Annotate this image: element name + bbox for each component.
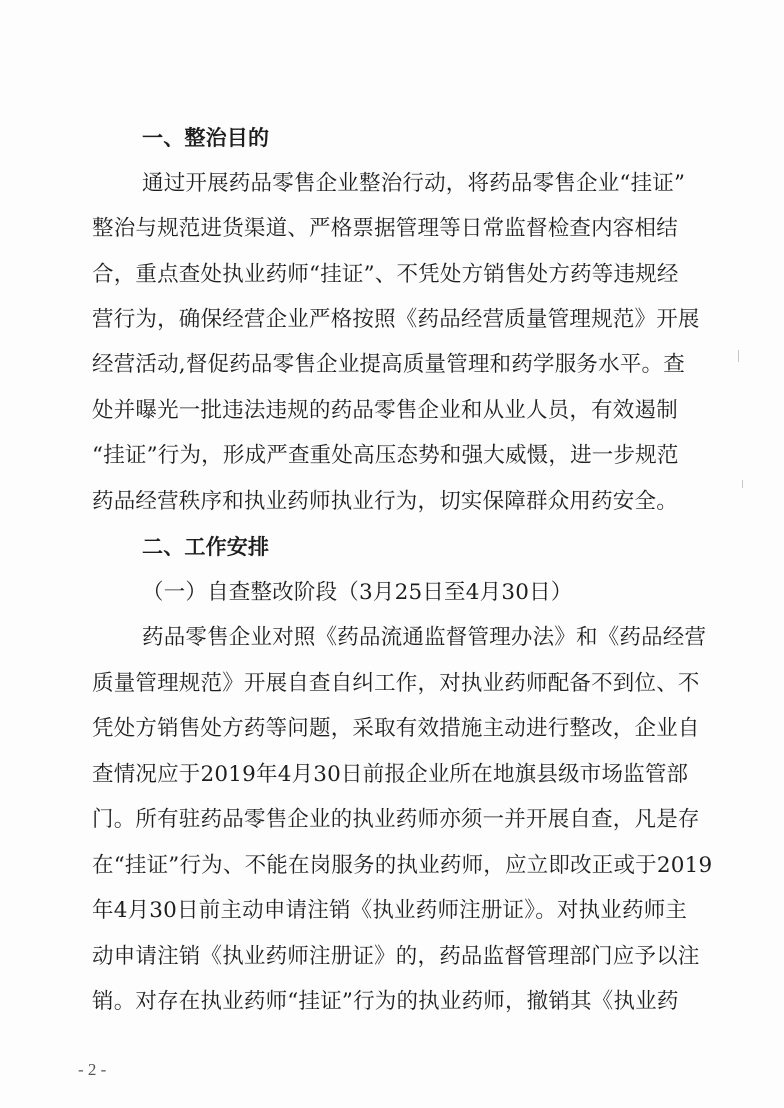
paragraph-line: 合，重点查处执业药师“挂证”、不凭处方销售处方药等违规经 [92, 262, 679, 287]
paragraph-line: 处并曝光一批违法违规的药品零售企业和从业人员，有效遏制 [92, 398, 678, 423]
paragraph-line: 销。对存在执业药师“挂证”行为的执业药师，撤销其《执业药 [92, 989, 679, 1014]
paragraph-line: 整治与规范进货渠道、严格票据管理等日常监督检查内容相结 [92, 216, 678, 241]
subsection-heading: （一）自查整改阶段（3月25日至4月30日） [142, 580, 573, 605]
paragraph-line: 药品经营秩序和执业药师执业行为，切实保障群众用药安全。 [92, 489, 678, 514]
paragraph-line: 在“挂证”行为、不能在岗服务的执业药师，应立即改正或于2019 [92, 853, 713, 878]
paragraph-line: 查情况应于2019年4月30日前报企业所在地旗县级市场监管部 [92, 762, 689, 787]
paragraph-line: 经营活动,督促药品零售企业提高质量管理和药学服务水平。查 [92, 352, 685, 377]
paragraph-line: 通过开展药品零售企业整治行动，将药品零售企业“挂证” [142, 171, 686, 196]
scan-speck [742, 480, 743, 488]
page-number: - 2 - [78, 1060, 107, 1079]
scan-speck [738, 350, 739, 362]
section-heading-1: 一、整治目的 [142, 126, 270, 150]
paragraph-line: 药品零售企业对照《药品流通监督管理办法》和《药品经营 [142, 625, 707, 650]
paragraph-line: 门。所有驻药品零售企业的执业药师亦须一并开展自查，凡是存 [92, 807, 700, 832]
paragraph-line: 凭处方销售处方药等问题，采取有效措施主动进行整改，企业自 [92, 716, 700, 741]
paragraph-line: “挂证”行为，形成严查重处高压态势和强大威慑，进一步规范 [92, 443, 679, 468]
paragraph-line: 营行为，确保经营企业严格按照《药品经营质量管理规范》开展 [92, 307, 700, 332]
paragraph-line: 动申请注销《执业药师注册证》的，药品监督管理部门应予以注 [92, 944, 700, 969]
paragraph-line: 年4月30日前主动申请注销《执业药师注册证》。对执业药师主 [92, 898, 688, 923]
paragraph-line: 质量管理规范》开展自查自纠工作，对执业药师配备不到位、不 [92, 671, 700, 696]
section-heading-2: 二、工作安排 [142, 535, 270, 559]
